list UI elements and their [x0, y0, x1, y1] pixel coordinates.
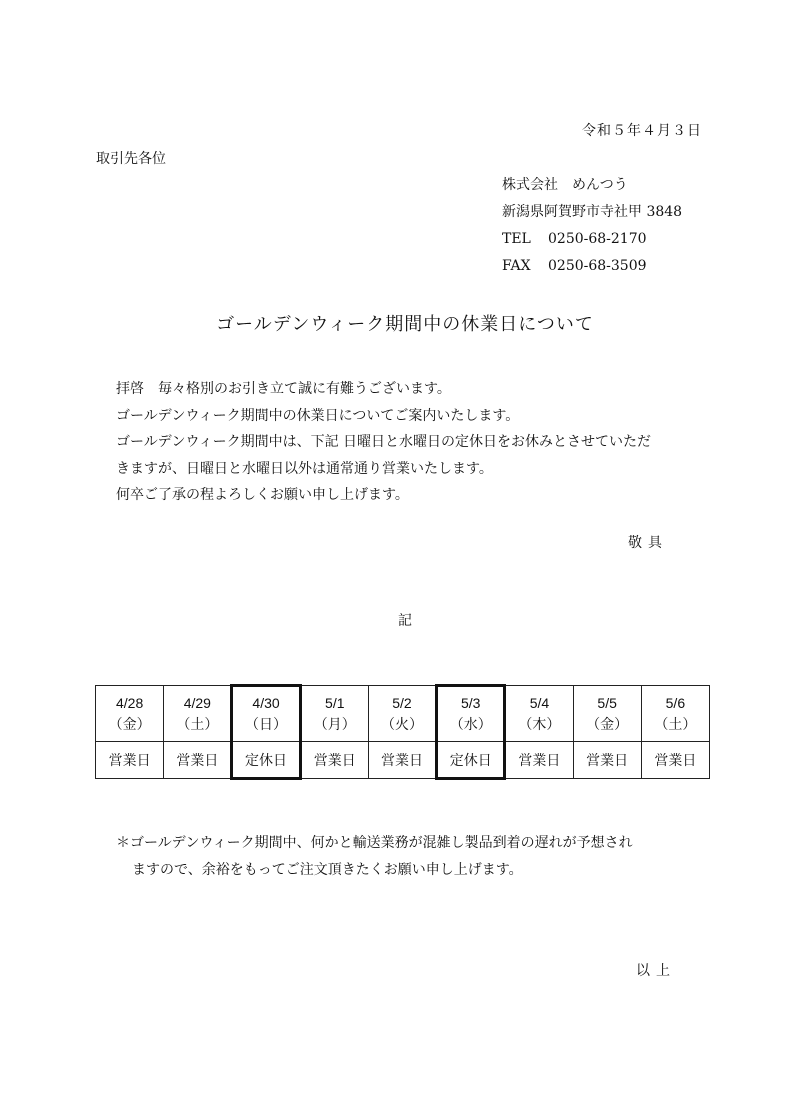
- ki-heading: 記: [398, 613, 412, 629]
- calendar-dow: （月）: [313, 716, 356, 733]
- calendar-date: 5/2: [392, 694, 412, 711]
- calendar-date: 4/30: [252, 695, 280, 711]
- calendar-date: 5/3: [460, 695, 481, 711]
- calendar-status: 営業日: [300, 742, 368, 779]
- calendar-status: 営業日: [96, 742, 164, 779]
- calendar-status: 営業日: [505, 742, 573, 779]
- calendar-dow: （水）: [449, 717, 492, 733]
- calendar-dow: （火）: [380, 716, 423, 733]
- calendar-status-row: [96, 742, 710, 779]
- body-line: 何卒ご了承の程よろしくお願い申し上げます。: [116, 487, 409, 503]
- calendar-status-closed: 定休日: [437, 742, 505, 779]
- closing-keigu: 敬具: [628, 535, 668, 551]
- calendar-day-cell: [573, 686, 641, 742]
- sender-block: [502, 172, 682, 280]
- calendar-date: 5/4: [529, 694, 550, 711]
- tel-label: TEL: [502, 231, 531, 247]
- calendar-date: 4/29: [183, 694, 211, 711]
- calendar-status: 営業日: [368, 742, 436, 779]
- calendar-dow: （木）: [518, 716, 561, 733]
- ending-ijo: 以上: [636, 963, 676, 979]
- fax-number: 0250-68-3509: [548, 258, 647, 274]
- recipient: 取引先各位: [96, 151, 166, 167]
- fax-label: FAX: [502, 258, 531, 274]
- document-date: 令和５年４月３日: [582, 123, 702, 139]
- calendar-dow: （金）: [586, 716, 629, 733]
- tel-number: 0250-68-2170: [548, 231, 647, 247]
- body-line: 拝啓 毎々格別のお引き立て誠に有難うございます。: [116, 381, 451, 397]
- calendar-dow: （土）: [176, 716, 219, 733]
- calendar-date: 5/6: [665, 694, 686, 711]
- calendar-day-cell: [641, 686, 709, 742]
- calendar-day-cell: [505, 686, 573, 742]
- shipping-note: [116, 830, 633, 883]
- calendar-day-cell: [300, 686, 368, 742]
- calendar-day-cell: [368, 686, 436, 742]
- body-line: きますが、日曜日と水曜日以外は通常通り営業いたします。: [116, 460, 493, 477]
- calendar-status: 営業日: [164, 742, 232, 779]
- calendar-day-cell-closed: [437, 686, 505, 742]
- calendar-dow: （土）: [654, 716, 697, 733]
- body-text: [116, 376, 651, 509]
- sender-address: 新潟県阿賀野市寺社甲 3848: [502, 204, 683, 220]
- calendar-dow: （日）: [245, 717, 288, 733]
- calendar-day-cell: [164, 686, 232, 742]
- calendar-date: 5/5: [597, 694, 617, 711]
- calendar-date-row: [96, 686, 710, 742]
- document-title: ゴールデンウィーク期間中の休業日について: [216, 314, 594, 335]
- calendar-status: 営業日: [641, 742, 709, 779]
- holiday-calendar-table: [95, 684, 710, 780]
- note-line: ＊ゴールデンウィーク期間中、何かと輸送業務が混雑し製品到着の遅れが予想され: [116, 835, 633, 851]
- sender-fax: [502, 253, 682, 280]
- body-line: ゴールデンウィーク期間中の休業日についてご案内いたします。: [116, 407, 520, 424]
- calendar-day-cell-closed: [232, 686, 300, 742]
- sender-tel: [502, 226, 682, 253]
- body-line: ゴールデンウィーク期間中は、下記 日曜日と水曜日の定休日をお休みとさせていただ: [116, 434, 652, 450]
- sender-company: 株式会社 めんつう: [502, 177, 628, 193]
- note-line: ますので、余裕をもってご注文頂きたくお願い申し上げます。: [132, 861, 523, 878]
- calendar-day-cell: [96, 686, 164, 742]
- calendar-dow: （金）: [108, 716, 151, 733]
- calendar-date: 5/1: [325, 694, 345, 711]
- calendar-status: 営業日: [573, 742, 641, 779]
- calendar-date: 4/28: [115, 694, 144, 711]
- calendar-status-closed: 定休日: [232, 742, 300, 779]
